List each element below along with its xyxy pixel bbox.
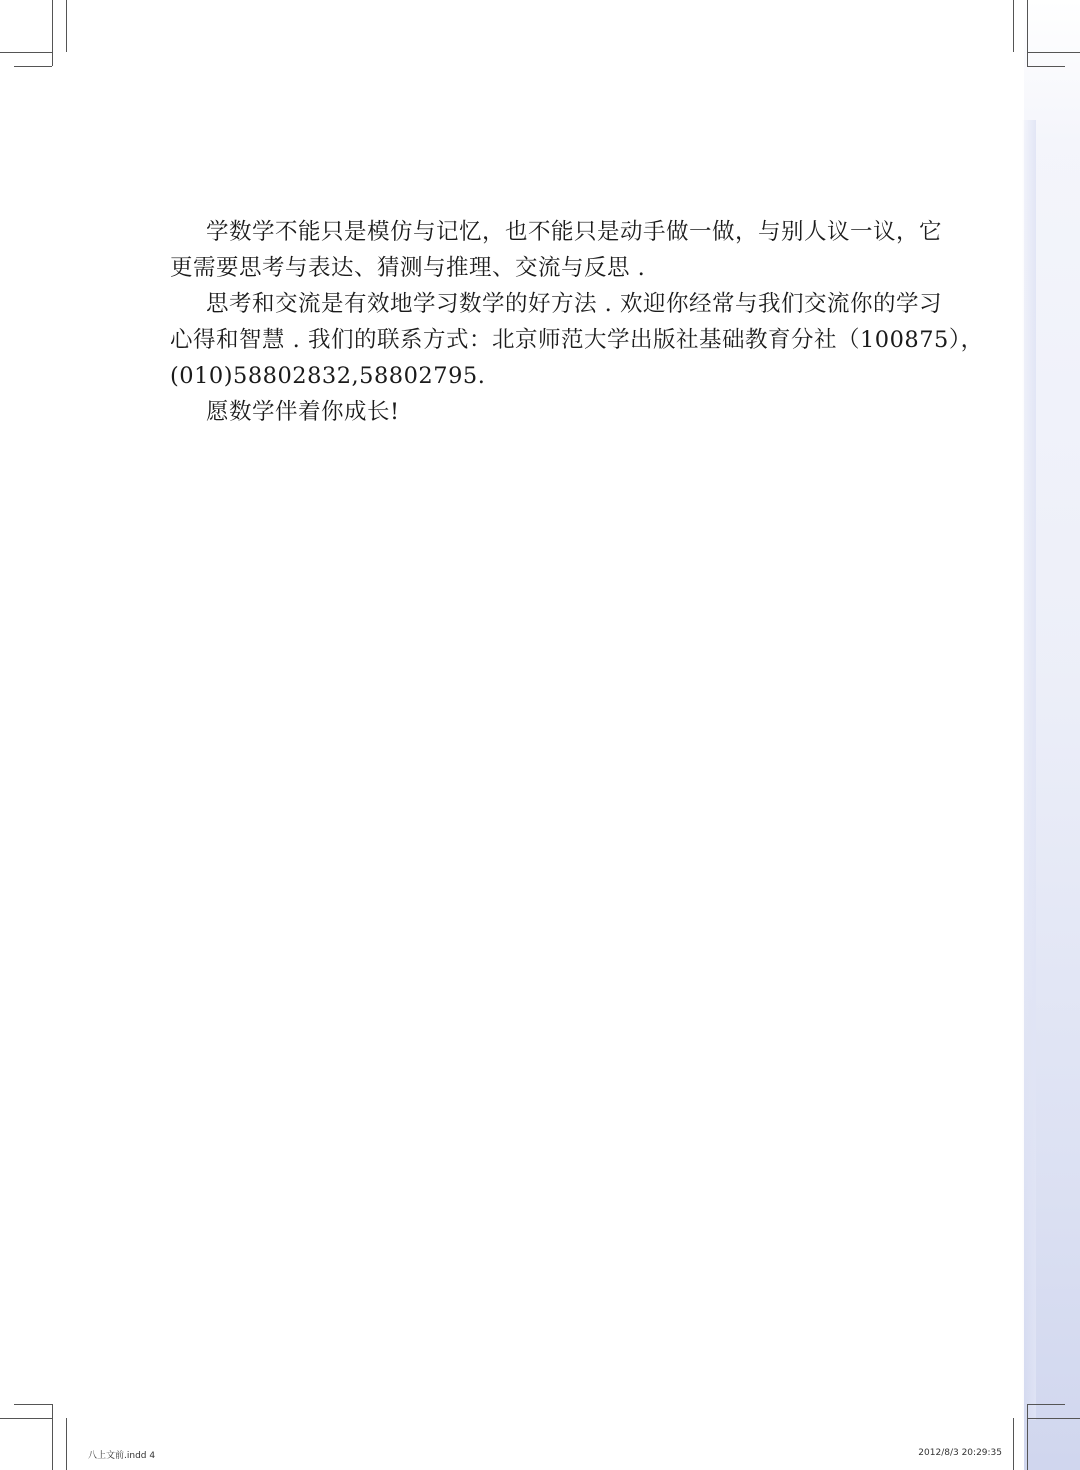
body-text (170, 214, 984, 430)
crop-mark (52, 1404, 53, 1470)
crop-mark (1027, 1404, 1065, 1405)
paragraph-2 (170, 286, 984, 394)
slug-timestamp: 2012/8/3 20:29:35 (918, 1448, 1002, 1458)
crop-mark (66, 1418, 67, 1470)
crop-mark (66, 0, 67, 52)
paragraph-1 (170, 214, 943, 286)
crop-mark (1013, 0, 1014, 52)
crop-mark (1027, 52, 1080, 53)
text-line: (010)58802832,58802795. (170, 363, 486, 389)
crop-mark (14, 66, 52, 67)
paragraph-3 (170, 394, 915, 430)
page-edge-tint (1024, 0, 1080, 1470)
text-line: 学数学不能只是模仿与记忆，也不能只是动手做一做，与别人议一议，它 (206, 219, 943, 245)
crop-mark (1027, 1418, 1080, 1419)
crop-mark (1027, 0, 1028, 66)
text-line: 思考和交流是有效地学习数学的好方法 . 欢迎你经常与我们交流你的学习 (206, 291, 942, 317)
crop-mark (0, 52, 52, 53)
text-line: 心得和智慧 . 我们的联系方式：北京师范大学出版社基础教育分社（100875）， (170, 327, 984, 353)
text-line: 更需要思考与表达、猜测与推理、交流与反思 . (170, 255, 646, 281)
crop-mark (14, 1404, 52, 1405)
crop-mark (0, 1418, 52, 1419)
crop-mark (1027, 1404, 1028, 1470)
crop-mark (52, 0, 53, 66)
crop-mark (1027, 66, 1065, 67)
crop-mark (1013, 1418, 1014, 1470)
text-line: 愿数学伴着你成长! (206, 399, 400, 425)
slug-filename: 八上文前.indd 4 (88, 1451, 156, 1461)
